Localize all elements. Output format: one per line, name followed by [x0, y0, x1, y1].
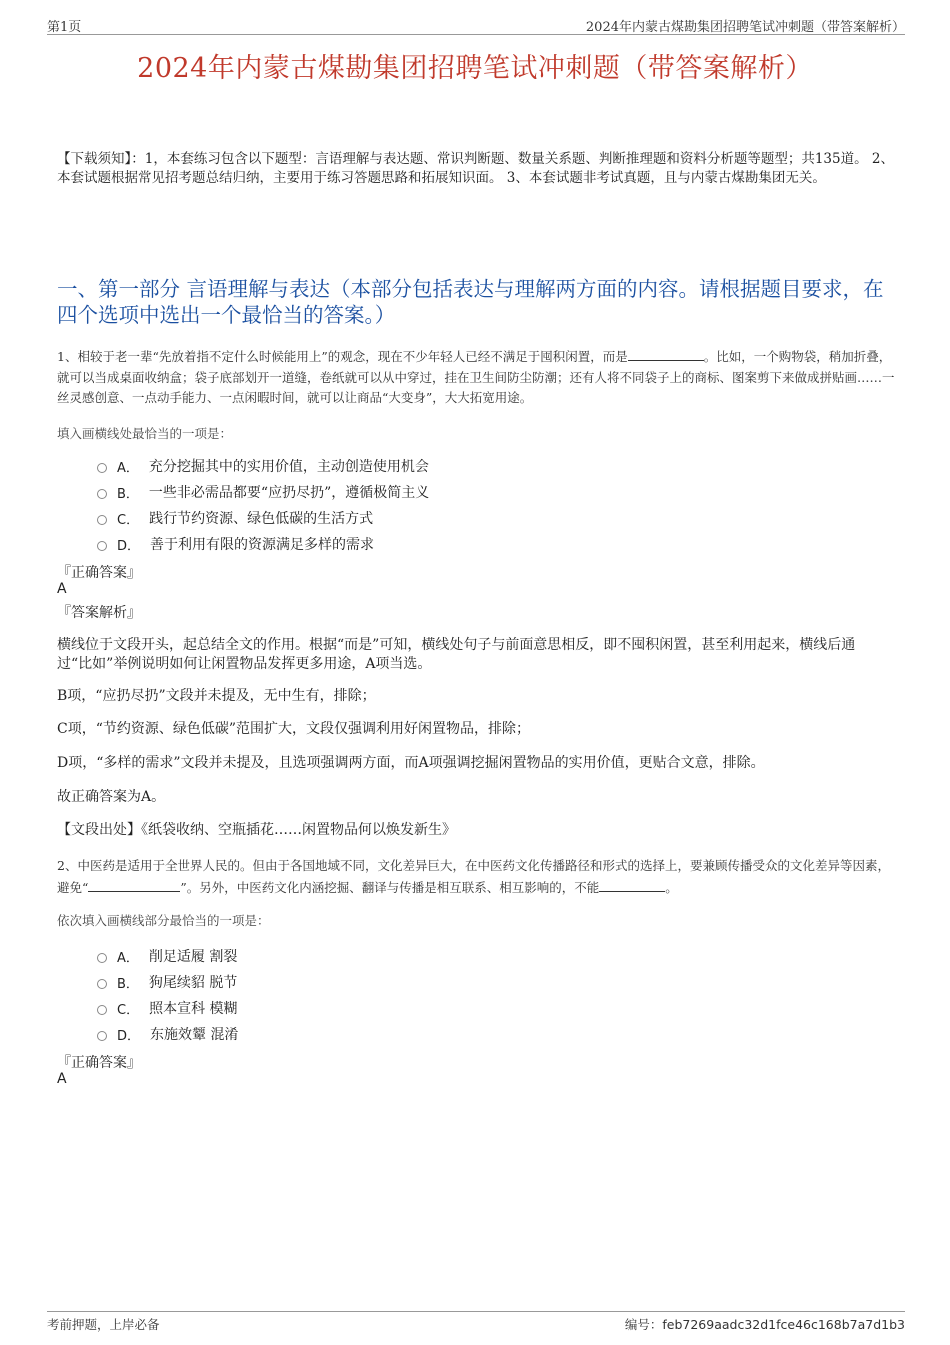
option-text: 削足适履 割裂	[148, 949, 238, 965]
option-letter: C．	[117, 512, 140, 528]
analysis-paragraph: 故正确答案为A。	[57, 789, 166, 805]
download-notice: 【下载须知】：1，本套练习包含以下题型：言语理解与表达题、常识判断题、数量关系题、判断推理题和资料分析题等题型；共135道。 2、本套试题根据常见招考题总结归纳，主要用于练习答题思路和拓展知识面。 3、本套试题非考试真题，且与内蒙古煤勘集团无关。	[57, 151, 894, 186]
radio-icon[interactable]	[97, 953, 107, 963]
question-2-blank-1	[88, 877, 180, 892]
question-2-option-c[interactable]	[97, 995, 238, 1021]
question-2-blank-2	[599, 877, 665, 892]
question-1-instruction: 填入画横线处最恰当的一项是：	[57, 426, 233, 441]
option-text: 东施效颦 混淆	[150, 1027, 239, 1043]
footer-code	[625, 1315, 905, 1333]
footer-code-value: feb7269aadc32d1fce46c168b7a7d1b3	[662, 1317, 905, 1332]
question-1-answer: A	[57, 581, 67, 597]
option-text: 充分挖掘其中的实用价值，主动创造使用机会	[148, 459, 429, 475]
question-1-stem-before: 1、相较于老一辈“先放着指不定什么时候能用上”的观念，现在不少年轻人已经不满足于囤积闲置，而是	[57, 349, 628, 364]
page-number: 第1页	[47, 20, 82, 35]
option-letter: D．	[117, 1028, 141, 1044]
radio-icon[interactable]	[97, 541, 107, 551]
option-letter: B．	[117, 976, 139, 992]
page-footer	[47, 1311, 905, 1332]
radio-icon[interactable]	[97, 489, 107, 499]
header-doc-title: 2024年内蒙古煤勘集团招聘笔试冲刺题（带答案解析）	[585, 20, 905, 35]
footer-code-label: 编号：	[624, 1317, 663, 1332]
option-letter: D．	[117, 538, 141, 554]
source-citation: 【文段出处】《纸袋收纳、空瓶插花……闲置物品何以焕发新生》	[57, 822, 456, 838]
option-text: 照本宣科 模糊	[149, 1001, 238, 1017]
question-2-stem	[57, 856, 900, 898]
option-text: 践行节约资源、绿色低碳的生活方式	[149, 511, 374, 527]
analysis-paragraph: D项，“多样的需求”文段并未提及，且选项强调两方面，而A项强调挖掘闲置物品的实用价值，更贴合文意，排除。	[57, 755, 765, 771]
question-2-options	[97, 943, 238, 1047]
analysis-paragraph: C项，“节约资源、绿色低碳”范围扩大，文段仅强调利用好闲置物品，排除；	[57, 721, 531, 737]
option-letter: C．	[117, 1002, 140, 1018]
radio-icon[interactable]	[97, 1031, 107, 1041]
radio-icon[interactable]	[97, 463, 107, 473]
option-text: 善于利用有限的资源满足多样的需求	[150, 537, 375, 553]
option-letter: B．	[117, 486, 139, 502]
question-1-option-b[interactable]	[97, 479, 429, 505]
question-1-stem-after: 。比如，一个购物袋，稍加折叠，就可以当成桌面收纳盒；袋子底部划开一道缝，卷纸就可以从中穿过，挂在卫生间防尘防潮；还有人将不同袋子上的商标、图案剪下来做成拼贴画……一丝灵感创意、一点动手能力、一点闲暇时间，就可以让商品“大变身”，大大拓宽用途。	[57, 349, 895, 405]
option-text: 一些非必需品都要“应扔尽扔”，遵循极简主义	[148, 485, 430, 501]
page-header	[47, 14, 905, 35]
question-2-option-a[interactable]	[97, 943, 238, 969]
question-2-option-b[interactable]	[97, 969, 238, 995]
radio-icon[interactable]	[97, 515, 107, 525]
footer-slogan: 考前押题，上岸必备	[47, 1317, 160, 1332]
question-1-answer-label: 『正确答案』	[57, 565, 141, 581]
option-letter: A．	[117, 950, 139, 966]
question-2-stem-part3: 。	[665, 879, 678, 895]
question-1-option-a[interactable]	[97, 453, 429, 479]
question-1-stem	[57, 346, 900, 409]
question-1-options	[97, 453, 429, 557]
radio-icon[interactable]	[97, 979, 107, 989]
section-title: 一、第一部分 言语理解与表达（本部分包括表达与理解两方面的内容。请根据题目要求，在四个选项中选出一个最恰当的答案。）	[57, 277, 884, 327]
question-2-option-d[interactable]	[97, 1021, 238, 1047]
question-2-instruction: 依次填入画横线部分最恰当的一项是：	[57, 913, 270, 928]
question-1-option-c[interactable]	[97, 505, 429, 531]
question-2-answer-label: 『正确答案』	[57, 1055, 141, 1071]
radio-icon[interactable]	[97, 1005, 107, 1015]
question-2-answer: A	[57, 1071, 67, 1087]
question-1-analysis-label: 『答案解析』	[57, 605, 141, 621]
option-letter: A．	[117, 460, 139, 476]
option-text: 狗尾续貂 脱节	[148, 975, 238, 991]
question-2-stem-part1: 2、中医药是适用于全世界人民的。但由于各国地域不同，文化差异巨大，在中医药文化传播路径和形式的选择上，要兼顾传播受众的文化差异等因素，避免“	[57, 858, 890, 895]
question-1-option-d[interactable]	[97, 531, 429, 557]
analysis-paragraph: 横线位于文段开头，起总结全文的作用。根据“而是”可知，横线处句子与前面意思相反，即不囤积闲置，甚至利用起来，横线后通过“比如”举例说明如何让闲置物品发挥更多用途，A项当选。	[57, 637, 856, 672]
analysis-paragraph: B项，“应扔尽扔”文段并未提及，无中生有，排除；	[57, 688, 376, 704]
question-1-blank	[628, 346, 704, 361]
question-2-stem-part2: ”。另外，中医药文化内涵挖掘、翻译与传播是相互联系、相互影响的，不能	[180, 879, 600, 895]
document-title: 2024年内蒙古煤勘集团招聘笔试冲刺题（带答案解析）	[137, 53, 813, 84]
